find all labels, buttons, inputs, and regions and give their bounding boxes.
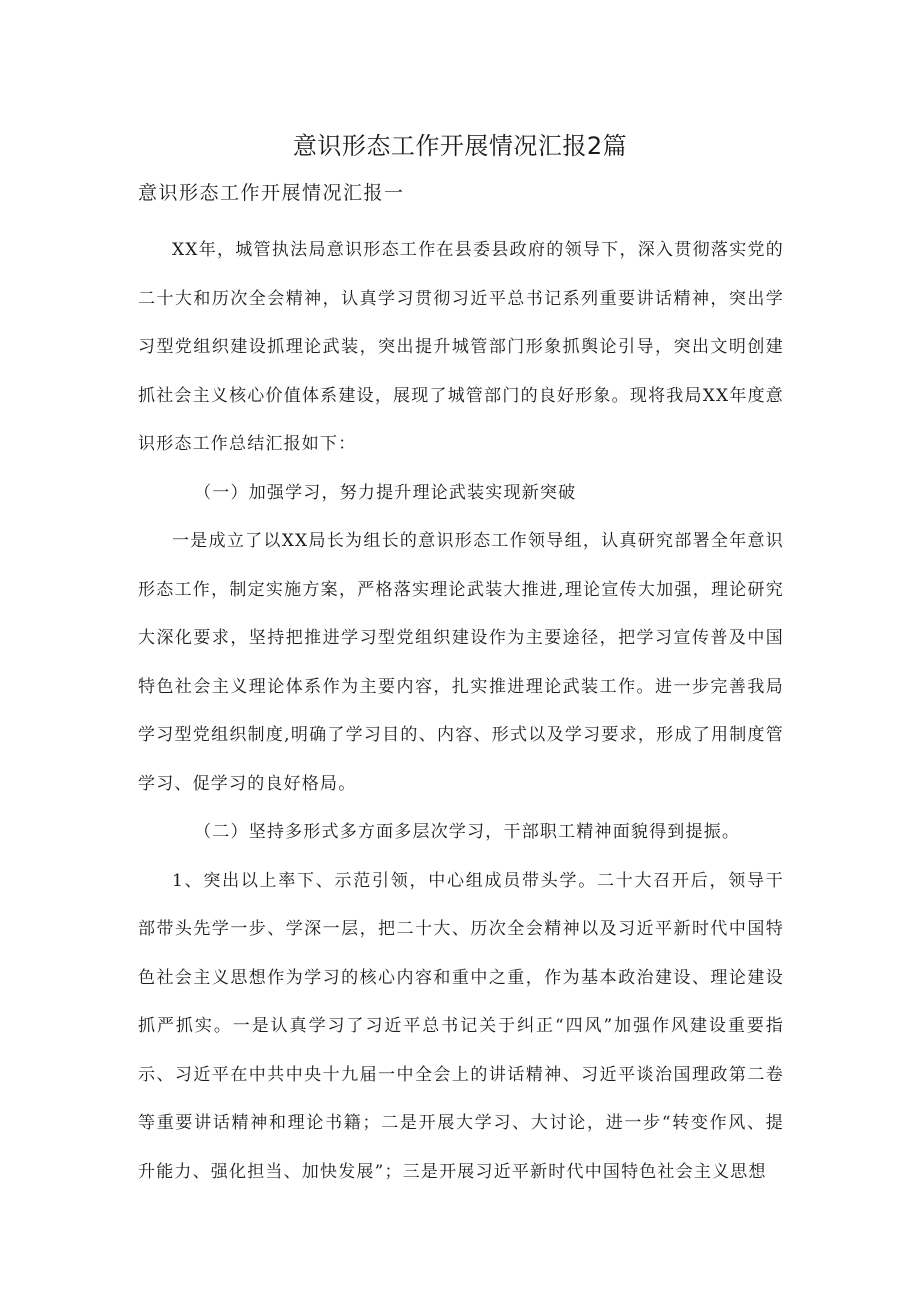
report-heading: 意识形态工作开展情况汇报一 bbox=[138, 182, 405, 204]
document-title: 意识形态工作开展情况汇报2篇 bbox=[292, 132, 628, 160]
intro-paragraph: XX年，城管执法局意识形态工作在县委县政府的领导下，深入贯彻落实党的二十大和历次全会精神，认真学习贯彻习近平总书记系列重要讲话精神，突出学习型党组织建设抓理论武装，突出提升城管部门形象抓舆论引导，突出文明创建抓社会主义核心价值体系建设，展现了城管部门的良好形象。现将我局XX年度意识形态工作总结汇报如下： bbox=[138, 240, 784, 454]
section-2-paragraph: 1、突出以上率下、示范引领，中心组成员带头学。二十大召开后，领导干部带头先学一步、学深一层，把二十大、历次全会精神以及习近平新时代中国特色社会主义思想作为学习的核心内容和重中之重，作为基本政治建设、理论建设抓严抓实。一是认真学习了习近平总书记关于纠正“四风”加强作风建设重要指示、习近平在中共中央十九届一中全会上的讲话精神、习近平谈治国理政第二卷等重要讲话精神和理论书籍；二是开展大学习、大讨论，进一步“转变作风、提升能力、强化担当、加快发展”；三是开展习近平新时代中国特色社会主义思想 bbox=[138, 870, 784, 1182]
section-1-heading: （一）加强学习，努力提升理论武装实现新突破 bbox=[194, 482, 577, 503]
section-1-paragraph: 一是成立了以XX局长为组长的意识形态工作领导组，认真研究部署全年意识形态工作，制定实施方案，严格落实理论武装大推进,理论宣传大加强，理论研究大深化要求，坚持把推进学习型党组织建设作为主要途径，把学习宣传普及中国特色社会主义理论体系作为主要内容，扎实推进理论武装工作。进一步完善我局学习型党组织制度,明确了学习目的、内容、形式以及学习要求，形成了用制度管学习、促学习的良好格局。 bbox=[138, 531, 784, 794]
document-body bbox=[138, 226, 784, 1196]
section-2-heading: （二）坚持多形式多方面多层次学习，干部职工精神面貌得到提振。 bbox=[194, 822, 741, 842]
